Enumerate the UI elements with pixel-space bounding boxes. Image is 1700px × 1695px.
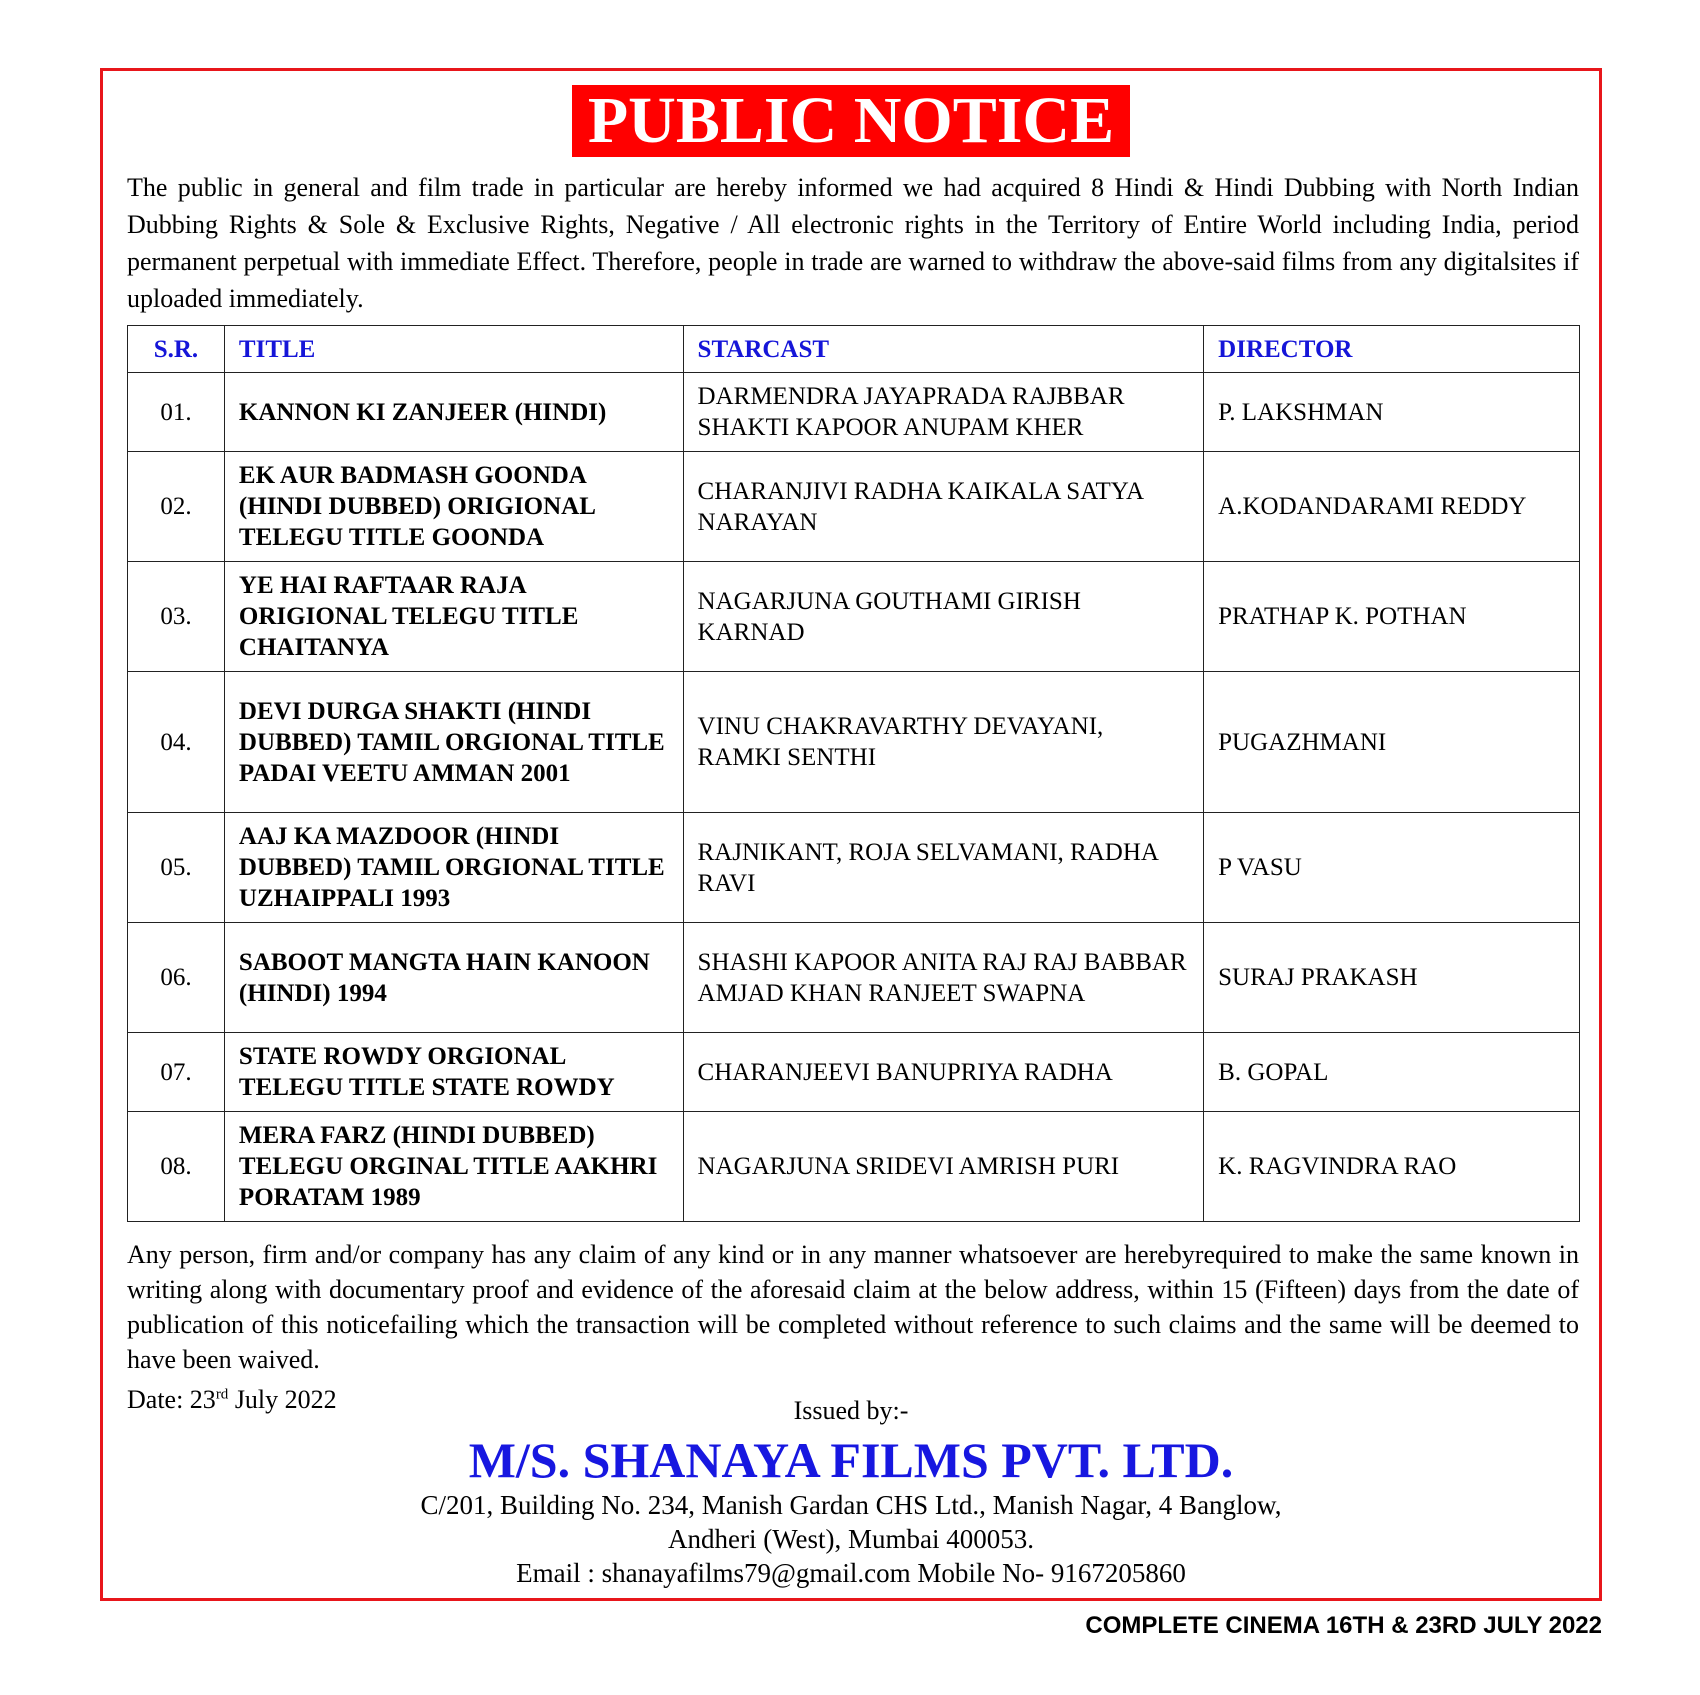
table-row	[128, 813, 1580, 923]
cell-starcast: CHARANJEEVI BANUPRIYA RADHA	[683, 1033, 1204, 1112]
cell-director: PUGAZHMANI	[1204, 672, 1580, 813]
cell-sr: 06.	[128, 923, 225, 1033]
cell-title: AAJ KA MAZDOOR (HINDI DUBBED) TAMIL ORGIONAL TITLE UZHAIPPALI 1993	[224, 813, 683, 923]
company-name: M/S. SHANAYA FILMS PVT. LTD.	[468, 1432, 1234, 1488]
cell-sr: 08.	[128, 1112, 225, 1222]
cell-sr: 04.	[128, 672, 225, 813]
films-table	[127, 325, 1580, 1222]
cell-title: DEVI DURGA SHAKTI (HINDI DUBBED) TAMIL ORGIONAL TITLE PADAI VEETU AMMAN 2001	[224, 672, 683, 813]
table-row	[128, 1112, 1580, 1222]
date-suffix: rd	[215, 1386, 229, 1403]
header-title: TITLE	[224, 326, 683, 373]
issued-by: Issued by:-	[793, 1396, 909, 1425]
cell-director: P. LAKSHMAN	[1204, 373, 1580, 452]
footer-publication: COMPLETE CINEMA 16TH & 23RD JULY 2022	[1085, 1612, 1602, 1639]
notice-frame	[100, 68, 1602, 1601]
contact-line: Email : shanayafilms79@gmail.com Mobile No- 9167205860	[516, 1558, 1186, 1588]
notice-title: PUBLIC NOTICE	[572, 85, 1130, 157]
cell-sr: 02.	[128, 452, 225, 562]
cell-title: YE HAI RAFTAAR RAJA ORIGIONAL TELEGU TITLE CHAITANYA	[224, 562, 683, 672]
cell-title: MERA FARZ (HINDI DUBBED) TELEGU ORGINAL TITLE AAKHRI PORATAM 1989	[224, 1112, 683, 1222]
table-row	[128, 373, 1580, 452]
cell-starcast: DARMENDRA JAYAPRADA RAJBBAR SHAKTI KAPOOR ANUPAM KHER	[683, 373, 1204, 452]
table-row	[128, 452, 1580, 562]
cell-starcast: NAGARJUNA GOUTHAMI GIRISH KARNAD	[683, 562, 1204, 672]
cell-director: PRATHAP K. POTHAN	[1204, 562, 1580, 672]
cell-director: B. GOPAL	[1204, 1033, 1580, 1112]
title-wrap	[103, 85, 1599, 157]
header-starcast: STARCAST	[683, 326, 1204, 373]
cell-director: K. RAGVINDRA RAO	[1204, 1112, 1580, 1222]
cell-sr: 07.	[128, 1033, 225, 1112]
cell-starcast: NAGARJUNA SRIDEVI AMRISH PURI	[683, 1112, 1204, 1222]
intro-paragraph: The public in general and film trade in particular are hereby informed we had acquired 8 Hindi & Hindi Dubbing with North Indian Dubbing Rights & Sole & Exclusive Rights, Negative / All electronic rights in the Territory of Entire World including India, period permanent perpetual with immediate Effect. Therefore, people in trade are warned to withdraw the above-said films from any digitalsites if uploaded immediately.	[127, 173, 1579, 313]
table-row	[128, 562, 1580, 672]
cell-starcast: RAJNIKANT, ROJA SELVAMANI, RADHA RAVI	[683, 813, 1204, 923]
header-sr: S.R.	[128, 326, 225, 373]
address-line-2: Andheri (West), Mumbai 400053.	[667, 1524, 1035, 1554]
cell-title: KANNON KI ZANJEER (HINDI)	[224, 373, 683, 452]
table-row	[128, 1033, 1580, 1112]
table-row	[128, 672, 1580, 813]
cell-director: SURAJ PRAKASH	[1204, 923, 1580, 1033]
cell-sr: 01.	[128, 373, 225, 452]
cell-sr: 05.	[128, 813, 225, 923]
cell-starcast: VINU CHAKRAVARTHY DEVAYANI, RAMKI SENTHI	[683, 672, 1204, 813]
date-rest: July 2022	[228, 1385, 337, 1414]
cell-director: A.KODANDARAMI REDDY	[1204, 452, 1580, 562]
cell-director: P VASU	[1204, 813, 1580, 923]
cell-title: EK AUR BADMASH GOONDA (HINDI DUBBED) ORIGIONAL TELEGU TITLE GOONDA	[224, 452, 683, 562]
header-director: DIRECTOR	[1204, 326, 1580, 373]
table-header-row	[128, 326, 1580, 373]
cell-starcast: SHASHI KAPOOR ANITA RAJ RAJ BABBAR AMJAD KHAN RANJEET SWAPNA	[683, 923, 1204, 1033]
cell-title: SABOOT MANGTA HAIN KANOON (HINDI) 1994	[224, 923, 683, 1033]
claim-paragraph: Any person, firm and/or company has any claim of any kind or in any manner whatsoever are herebyrequired to make the same known in writing along with documentary proof and evidence of the aforesaid claim at the below address, within 15 (Fifteen) days from the date of publication of this noticefailing which the transaction will be completed without reference to such claims and the same will be deemed to have been waived.	[127, 1240, 1579, 1374]
cell-starcast: CHARANJIVI RADHA KAIKALA SATYA NARAYAN	[683, 452, 1204, 562]
date-prefix: Date: 23	[127, 1385, 216, 1414]
table-row	[128, 923, 1580, 1033]
cell-sr: 03.	[128, 562, 225, 672]
cell-title: STATE ROWDY ORGIONAL TELEGU TITLE STATE ROWDY	[224, 1033, 683, 1112]
address-line-1: C/201, Building No. 234, Manish Gardan CHS Ltd., Manish Nagar, 4 Banglow,	[420, 1490, 1282, 1520]
